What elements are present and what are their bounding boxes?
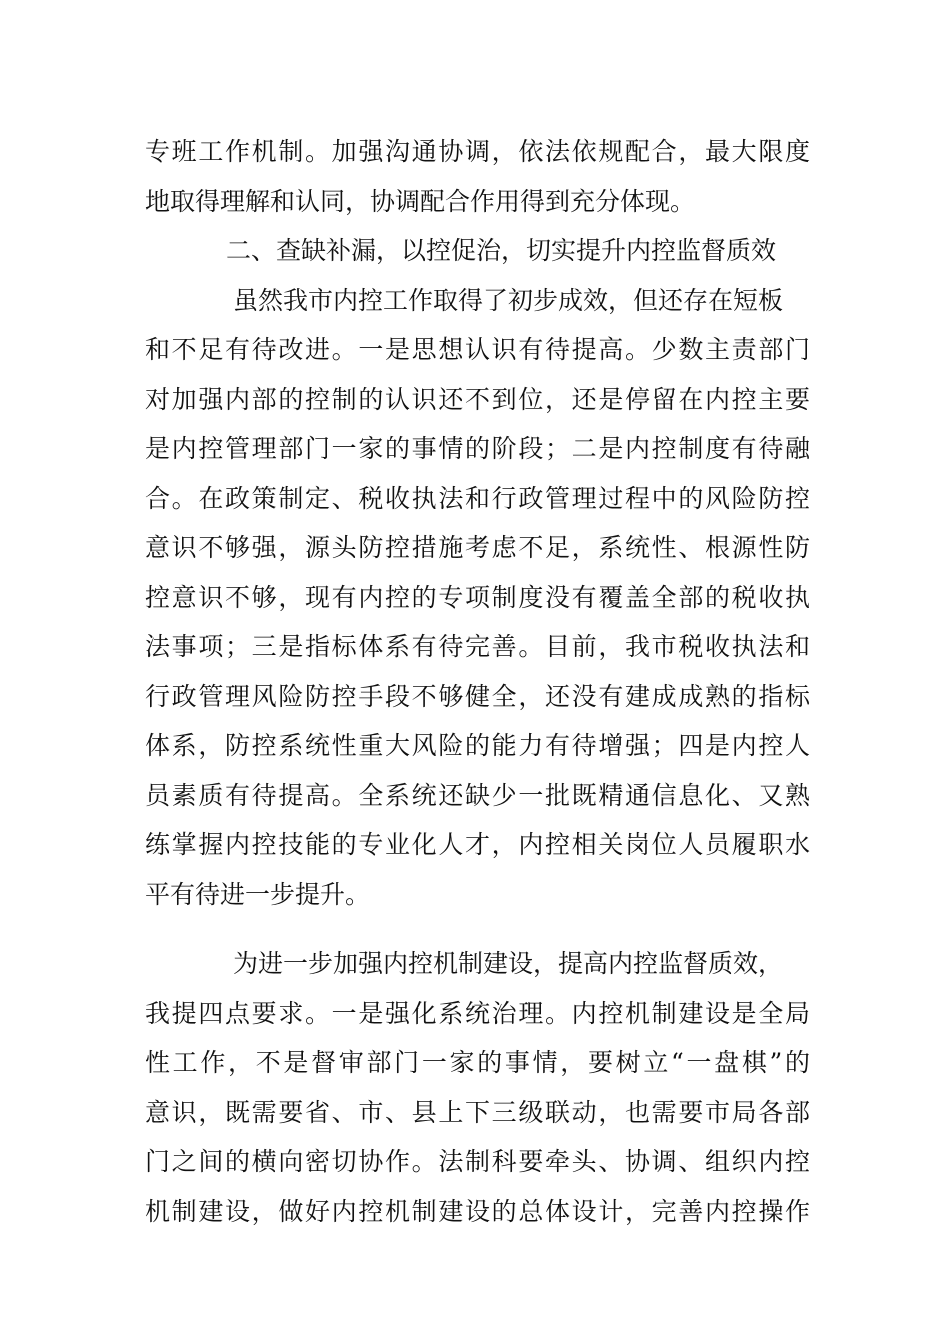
text-line: 合。在政策制定、税收执法和行政管理过程中的风险防控 [145, 483, 810, 513]
text-line: 和不足有待改进。一是思想认识有待提高。少数主责部门 [145, 335, 810, 364]
text-line: 意识，既需要省、市、县上下三级联动，也需要市局各部 [145, 1097, 810, 1127]
text-line: 控意识不够，现有内控的专项制度没有覆盖全部的税收执 [145, 582, 810, 612]
text-line: 是内控管理部门一家的事情的阶段；二是内控制度有待融 [145, 434, 810, 463]
text-line: 对加强内部的控制的认识还不到位，还是停留在内控主要 [145, 384, 810, 414]
text-line: 专班工作机制。加强沟通协调，依法依规配合，最大限度 [145, 137, 810, 166]
text-line: 机制建设，做好内控机制建设的总体设计，完善内控操作 [145, 1196, 810, 1226]
text-line: 体系，防控系统性重大风险的能力有待增强；四是内控人 [145, 731, 810, 760]
text-line: 门之间的横向密切协作。法制科要牵头、协调、组织内控 [145, 1147, 810, 1176]
paragraph-shortcomings [145, 276, 810, 920]
section-heading: 二、查缺补漏，以控促治，切实提升内控监督质效 [226, 236, 777, 265]
text-line: 地取得理解和认同，协调配合作用得到充分体现。 [145, 186, 696, 216]
text-line: 练掌握内控技能的专业化人才，内控相关岗位人员履职水 [145, 830, 810, 859]
text-line: 法事项；三是指标体系有待完善。目前，我市税收执法和 [145, 632, 810, 661]
paragraph-requirements [145, 939, 810, 1236]
text-line: 为进一步加强内控机制建设，提高内控监督质效， [233, 949, 784, 978]
text-line: 虽然我市内控工作取得了初步成效，但还存在短板 [233, 285, 784, 315]
text-line: 我提四点要求。一是强化系统治理。内控机制建设是全局 [145, 998, 810, 1028]
text-line: 平有待进一步提升。 [145, 879, 371, 909]
text-line: 性工作，不是督审部门一家的事情，要树立“一盘棋”的 [145, 1048, 810, 1077]
text-line: 行政管理风险防控手段不够健全，还没有建成成熟的指标 [145, 681, 810, 711]
continuation-paragraph [145, 127, 810, 226]
text-line: 员素质有待提高。全系统还缺少一批既精通信息化、又熟 [145, 780, 810, 810]
paragraph-spacing [145, 919, 810, 939]
text-line: 意识不够强，源头防控措施考虑不足，系统性、根源性防 [145, 533, 810, 562]
document-body [145, 127, 810, 1236]
